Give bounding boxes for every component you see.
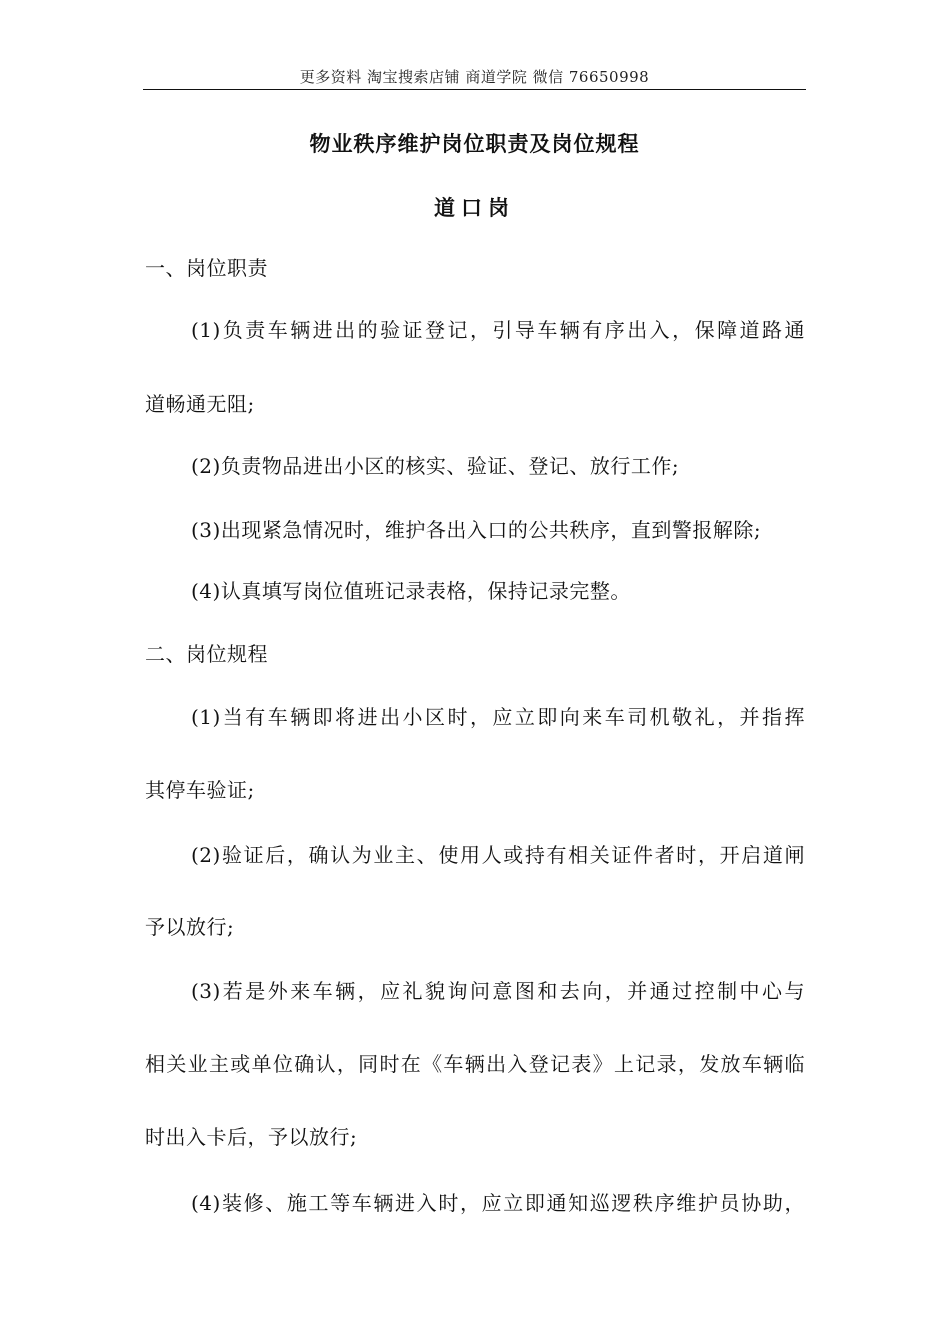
duty-item-2: (2)负责物品进出小区的核实、验证、登记、放行工作; xyxy=(191,454,680,478)
procedure-item-1-line-1: (1)当有车辆即将进出小区时，应立即向来车司机敬礼，并指挥 xyxy=(191,705,805,729)
document-subtitle: 道口岗 xyxy=(434,195,515,220)
duty-item-3: (3)出现紧急情况时，维护各出入口的公共秩序，直到警报解除; xyxy=(191,518,762,542)
duty-item-4: (4)认真填写岗位值班记录表格，保持记录完整。 xyxy=(191,579,631,603)
procedure-item-3-line-2: 相关业主或单位确认，同时在《车辆出入登记表》上记录，发放车辆临 xyxy=(145,1052,805,1076)
page-header: 更多资料 淘宝搜索店铺 商道学院 微信 76650998 xyxy=(299,68,650,86)
duty-item-1-line-2: 道畅通无阻; xyxy=(145,392,255,416)
procedure-item-2-line-2: 予以放行; xyxy=(145,915,235,939)
procedure-item-4-line-1: (4)装修、施工等车辆进入时，应立即通知巡逻秩序维护员协助， xyxy=(191,1191,805,1215)
header-divider xyxy=(143,89,806,90)
procedure-item-3-line-1: (3)若是外来车辆，应礼貌询问意图和去向，并通过控制中心与 xyxy=(191,979,805,1003)
procedure-item-3-line-3: 时出入卡后，予以放行; xyxy=(145,1125,358,1149)
procedure-item-1-line-2: 其停车验证; xyxy=(145,778,255,802)
procedure-item-2-line-1: (2)验证后，确认为业主、使用人或持有相关证件者时，开启道闸 xyxy=(191,843,805,867)
duty-item-1-line-1: (1)负责车辆进出的验证登记，引导车辆有序出入，保障道路通 xyxy=(191,318,805,342)
section-heading-duties: 一、岗位职责 xyxy=(145,256,268,280)
section-heading-procedures: 二、岗位规程 xyxy=(145,642,268,666)
document-title: 物业秩序维护岗位职责及岗位规程 xyxy=(309,131,640,156)
